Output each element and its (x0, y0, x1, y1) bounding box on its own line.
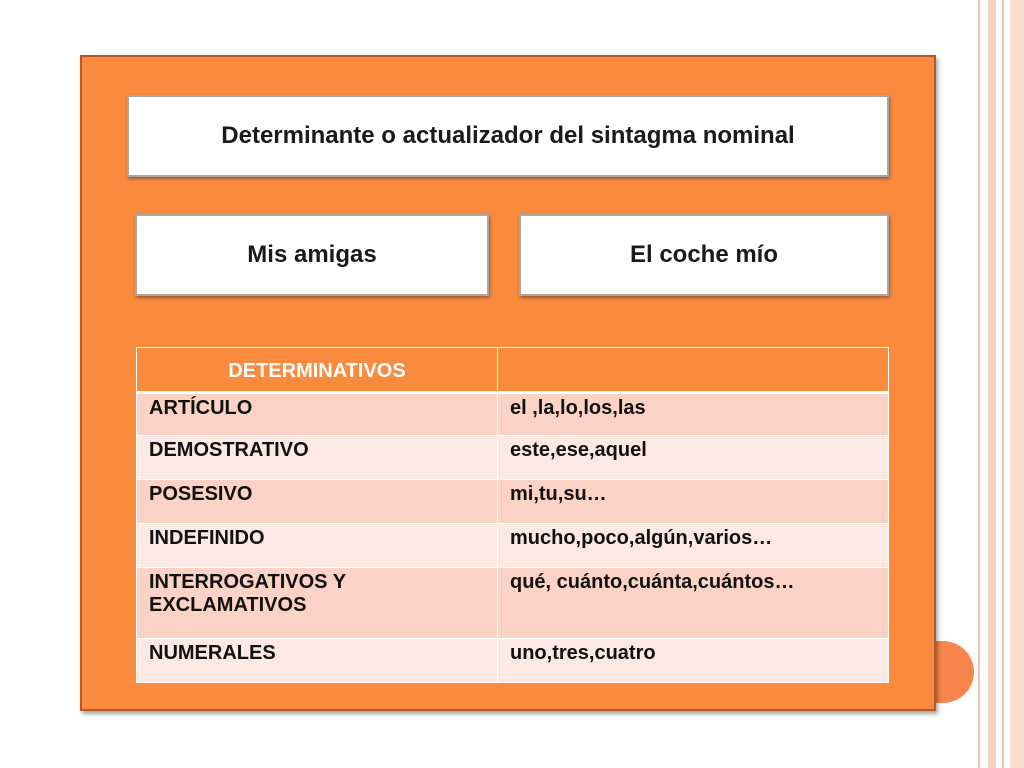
row-type: DEMOSTRATIVO (137, 436, 498, 480)
table-row (137, 480, 889, 524)
row-examples: mi,tu,su… (498, 480, 889, 524)
decor-circle (936, 641, 974, 703)
decor-stripe (978, 0, 980, 768)
decor-stripe (1002, 0, 1004, 768)
row-examples: este,ese,aquel (498, 436, 889, 480)
table-header-row (137, 348, 889, 393)
example-box-2 (519, 214, 889, 296)
row-type: ARTÍCULO (137, 393, 498, 436)
table-row (137, 568, 889, 639)
row-examples: qué, cuánto,cuánta,cuántos… (498, 568, 889, 639)
row-type (137, 568, 498, 639)
determinatives-table (136, 347, 889, 683)
slide-title-box (127, 95, 889, 177)
example-text-2: El coche mío (629, 241, 779, 268)
decor-stripe (988, 0, 996, 768)
row-type-line-1: INTERROGATIVOS Y (149, 571, 347, 593)
table-header-type: DETERMINATIVOS (137, 348, 498, 393)
example-box-1 (135, 214, 489, 296)
row-examples: mucho,poco,algún,varios… (498, 524, 889, 568)
row-examples: uno,tres,cuatro (498, 639, 889, 683)
row-type: NUMERALES (137, 639, 498, 683)
table-row (137, 524, 889, 568)
table-row (137, 436, 889, 480)
row-type: INDEFINIDO (137, 524, 498, 568)
decor-stripe (1010, 0, 1024, 768)
row-type-line-2: EXCLAMATIVOS (149, 594, 307, 616)
table-row (137, 639, 889, 683)
example-text-1: Mis amigas (247, 241, 377, 268)
table-header-examples (498, 348, 889, 393)
row-examples: el ,la,lo,los,las (498, 393, 889, 436)
table-row (137, 393, 889, 436)
row-type: POSESIVO (137, 480, 498, 524)
slide-title: Determinante o actualizador del sintagma nominal (221, 122, 795, 149)
